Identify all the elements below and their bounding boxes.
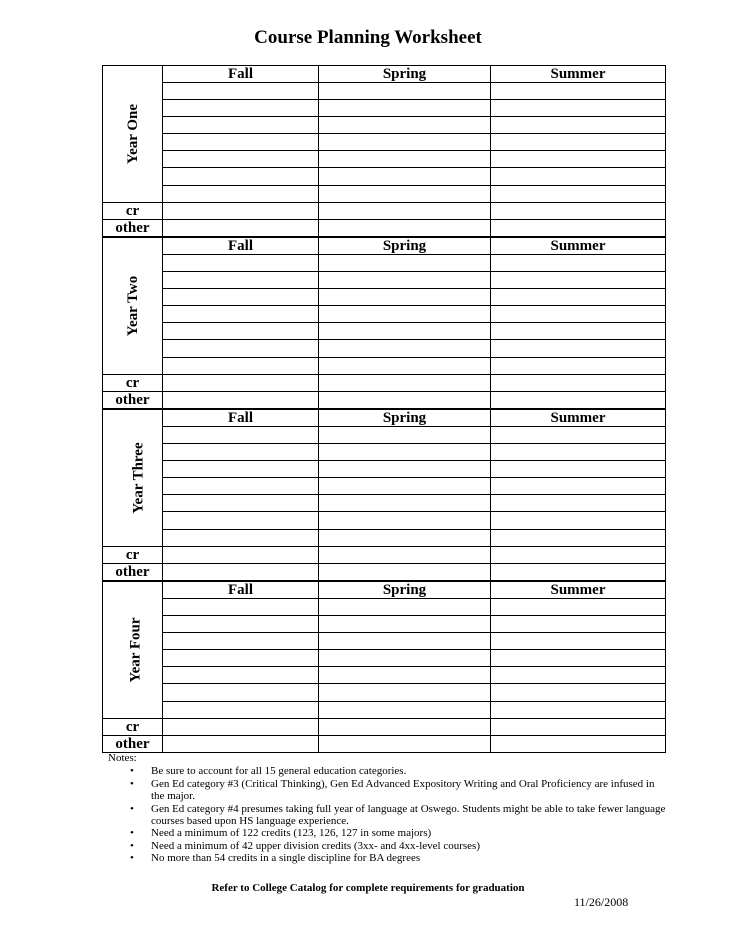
course-cell[interactable] xyxy=(163,444,319,461)
column-header: Fall xyxy=(163,410,319,427)
course-cell[interactable] xyxy=(163,529,319,546)
course-cell[interactable] xyxy=(491,151,666,168)
credits-cell[interactable] xyxy=(491,546,666,563)
course-row xyxy=(103,168,666,185)
course-cell[interactable] xyxy=(491,684,666,701)
course-cell[interactable] xyxy=(491,478,666,495)
course-cell[interactable] xyxy=(163,633,319,650)
catalog-reference: Refer to College Catalog for complete requirements for graduation xyxy=(211,882,525,894)
note-item: • Need a minimum of 122 credits (123, 126, 127 in some majors) xyxy=(108,827,668,839)
course-cell[interactable] xyxy=(491,289,666,306)
year-table xyxy=(102,237,666,409)
course-row xyxy=(103,289,666,306)
course-cell[interactable] xyxy=(319,650,491,667)
course-cell[interactable] xyxy=(491,185,666,202)
year-label: Year One xyxy=(125,103,142,164)
course-cell[interactable] xyxy=(491,667,666,684)
course-row xyxy=(103,340,666,357)
course-row xyxy=(103,134,666,151)
column-header: Summer xyxy=(491,410,666,427)
other-label: other xyxy=(103,391,163,408)
course-row xyxy=(103,272,666,289)
course-cell[interactable] xyxy=(319,684,491,701)
course-cell[interactable] xyxy=(491,650,666,667)
other-cell[interactable] xyxy=(319,219,491,236)
document-date: 11/26/2008 xyxy=(574,895,629,909)
course-cell[interactable] xyxy=(163,684,319,701)
course-cell[interactable] xyxy=(491,134,666,151)
other-cell[interactable] xyxy=(491,391,666,408)
course-cell[interactable] xyxy=(319,461,491,478)
course-cell[interactable] xyxy=(319,151,491,168)
course-row xyxy=(103,667,666,684)
course-cell[interactable] xyxy=(491,168,666,185)
other-cell[interactable] xyxy=(491,735,666,752)
year-table xyxy=(102,65,666,237)
credits-row xyxy=(103,546,666,563)
course-cell[interactable] xyxy=(491,272,666,289)
credits-label: cr xyxy=(103,718,163,735)
course-cell[interactable] xyxy=(319,272,491,289)
course-cell[interactable] xyxy=(491,255,666,272)
credits-cell[interactable] xyxy=(491,718,666,735)
course-cell[interactable] xyxy=(163,667,319,684)
course-cell[interactable] xyxy=(491,357,666,374)
notes-list xyxy=(108,765,668,864)
course-cell[interactable] xyxy=(319,100,491,117)
course-cell[interactable] xyxy=(163,599,319,616)
note-item: • Be sure to account for all 15 general education categories. xyxy=(108,765,668,777)
course-cell[interactable] xyxy=(491,117,666,134)
course-cell[interactable] xyxy=(163,289,319,306)
notes-heading: Notes: xyxy=(108,752,137,764)
year-table xyxy=(102,409,666,581)
course-row xyxy=(103,357,666,374)
course-cell[interactable] xyxy=(491,633,666,650)
course-cell[interactable] xyxy=(491,340,666,357)
other-cell[interactable] xyxy=(491,219,666,236)
course-cell[interactable] xyxy=(319,444,491,461)
course-cell[interactable] xyxy=(491,444,666,461)
note-item: • Gen Ed category #4 presumes taking full year of language at Oswego. Students might be able to take fewer language courses based upon HS language experience. xyxy=(108,803,668,828)
column-header: Fall xyxy=(163,582,319,599)
note-item: • No more than 54 credits in a single discipline for BA degrees xyxy=(108,852,668,864)
course-cell[interactable] xyxy=(163,168,319,185)
course-cell[interactable] xyxy=(163,512,319,529)
course-row xyxy=(103,478,666,495)
column-header: Fall xyxy=(163,66,319,83)
course-cell[interactable] xyxy=(491,83,666,100)
credits-cell[interactable] xyxy=(491,374,666,391)
course-cell[interactable] xyxy=(319,306,491,323)
course-row xyxy=(103,684,666,701)
course-row xyxy=(103,427,666,444)
course-row xyxy=(103,323,666,340)
course-row xyxy=(103,616,666,633)
other-cell[interactable] xyxy=(491,563,666,580)
course-row xyxy=(103,83,666,100)
course-row xyxy=(103,495,666,512)
note-item: • Gen Ed category #3 (Critical Thinking), Gen Ed Advanced Expository Writing and Oral Proficiency are infused in the major. xyxy=(108,778,668,803)
course-cell[interactable] xyxy=(319,529,491,546)
credits-label: cr xyxy=(103,374,163,391)
credits-cell[interactable] xyxy=(319,546,491,563)
credits-cell[interactable] xyxy=(491,202,666,219)
other-cell[interactable] xyxy=(319,391,491,408)
course-row xyxy=(103,461,666,478)
credits-label: cr xyxy=(103,546,163,563)
course-cell[interactable] xyxy=(319,478,491,495)
credits-cell[interactable] xyxy=(319,718,491,735)
course-cell[interactable] xyxy=(163,117,319,134)
course-cell[interactable] xyxy=(163,255,319,272)
course-cell[interactable] xyxy=(163,701,319,718)
credits-cell[interactable] xyxy=(163,718,319,735)
course-cell[interactable] xyxy=(163,306,319,323)
course-row xyxy=(103,444,666,461)
course-cell[interactable] xyxy=(319,323,491,340)
course-cell[interactable] xyxy=(163,323,319,340)
column-header: Spring xyxy=(319,66,491,83)
course-cell[interactable] xyxy=(319,289,491,306)
other-cell[interactable] xyxy=(163,391,319,408)
credits-cell[interactable] xyxy=(163,374,319,391)
course-row xyxy=(103,650,666,667)
course-cell[interactable] xyxy=(491,512,666,529)
credits-cell[interactable] xyxy=(319,202,491,219)
year-label-cell xyxy=(103,66,163,203)
course-cell[interactable] xyxy=(319,701,491,718)
course-cell[interactable] xyxy=(491,701,666,718)
column-header: Summer xyxy=(491,238,666,255)
course-cell[interactable] xyxy=(163,134,319,151)
course-cell[interactable] xyxy=(491,529,666,546)
course-cell[interactable] xyxy=(163,461,319,478)
course-cell[interactable] xyxy=(319,185,491,202)
course-cell[interactable] xyxy=(319,616,491,633)
course-cell[interactable] xyxy=(319,168,491,185)
note-item: • Need a minimum of 42 upper division credits (3xx- and 4xx-level courses) xyxy=(108,840,668,852)
other-cell[interactable] xyxy=(319,563,491,580)
course-cell[interactable] xyxy=(319,427,491,444)
year-label-cell xyxy=(103,238,163,375)
credits-cell[interactable] xyxy=(163,202,319,219)
other-cell[interactable] xyxy=(319,735,491,752)
course-row xyxy=(103,306,666,323)
other-row xyxy=(103,563,666,580)
course-cell[interactable] xyxy=(319,495,491,512)
course-row xyxy=(103,633,666,650)
other-cell[interactable] xyxy=(163,219,319,236)
column-header: Spring xyxy=(319,582,491,599)
year-table xyxy=(102,581,666,753)
course-cell[interactable] xyxy=(163,650,319,667)
course-cell[interactable] xyxy=(163,616,319,633)
notes-section xyxy=(108,752,668,865)
column-header: Spring xyxy=(319,410,491,427)
course-cell[interactable] xyxy=(319,134,491,151)
course-cell[interactable] xyxy=(163,100,319,117)
credits-row xyxy=(103,202,666,219)
course-cell[interactable] xyxy=(491,100,666,117)
other-row xyxy=(103,219,666,236)
course-cell[interactable] xyxy=(163,185,319,202)
course-cell[interactable] xyxy=(163,272,319,289)
course-cell[interactable] xyxy=(319,633,491,650)
course-cell[interactable] xyxy=(491,495,666,512)
course-row xyxy=(103,255,666,272)
course-cell[interactable] xyxy=(163,495,319,512)
course-row xyxy=(103,151,666,168)
year-label: Year Two xyxy=(125,275,142,337)
other-label: other xyxy=(103,563,163,580)
course-cell[interactable] xyxy=(491,323,666,340)
course-row xyxy=(103,100,666,117)
column-header: Fall xyxy=(163,238,319,255)
course-cell[interactable] xyxy=(491,599,666,616)
course-row xyxy=(103,117,666,134)
course-cell[interactable] xyxy=(491,461,666,478)
course-cell[interactable] xyxy=(319,255,491,272)
course-cell[interactable] xyxy=(491,616,666,633)
column-header: Summer xyxy=(491,582,666,599)
page-title: Course Planning Worksheet xyxy=(254,27,482,48)
course-cell[interactable] xyxy=(163,478,319,495)
year-label-cell xyxy=(103,410,163,547)
credits-row xyxy=(103,718,666,735)
other-label: other xyxy=(103,735,163,752)
other-row xyxy=(103,391,666,408)
course-cell[interactable] xyxy=(319,340,491,357)
course-cell[interactable] xyxy=(163,357,319,374)
course-cell[interactable] xyxy=(319,117,491,134)
column-header: Summer xyxy=(491,66,666,83)
column-header: Spring xyxy=(319,238,491,255)
other-cell[interactable] xyxy=(163,735,319,752)
credits-row xyxy=(103,374,666,391)
course-cell[interactable] xyxy=(319,83,491,100)
course-cell[interactable] xyxy=(163,151,319,168)
course-row xyxy=(103,599,666,616)
course-cell[interactable] xyxy=(163,83,319,100)
course-row xyxy=(103,512,666,529)
credits-cell[interactable] xyxy=(163,546,319,563)
other-label: other xyxy=(103,219,163,236)
other-row xyxy=(103,735,666,752)
course-cell[interactable] xyxy=(319,357,491,374)
year-label: Year Four xyxy=(127,617,144,683)
other-cell[interactable] xyxy=(163,563,319,580)
course-cell[interactable] xyxy=(163,340,319,357)
course-cell[interactable] xyxy=(163,427,319,444)
course-row xyxy=(103,185,666,202)
course-row xyxy=(103,529,666,546)
course-cell[interactable] xyxy=(491,427,666,444)
credits-cell[interactable] xyxy=(319,374,491,391)
course-cell[interactable] xyxy=(319,599,491,616)
course-row xyxy=(103,701,666,718)
course-cell[interactable] xyxy=(491,306,666,323)
year-label: Year Three xyxy=(130,442,147,514)
credits-label: cr xyxy=(103,202,163,219)
year-label-cell xyxy=(103,582,163,719)
course-cell[interactable] xyxy=(319,667,491,684)
course-cell[interactable] xyxy=(319,512,491,529)
